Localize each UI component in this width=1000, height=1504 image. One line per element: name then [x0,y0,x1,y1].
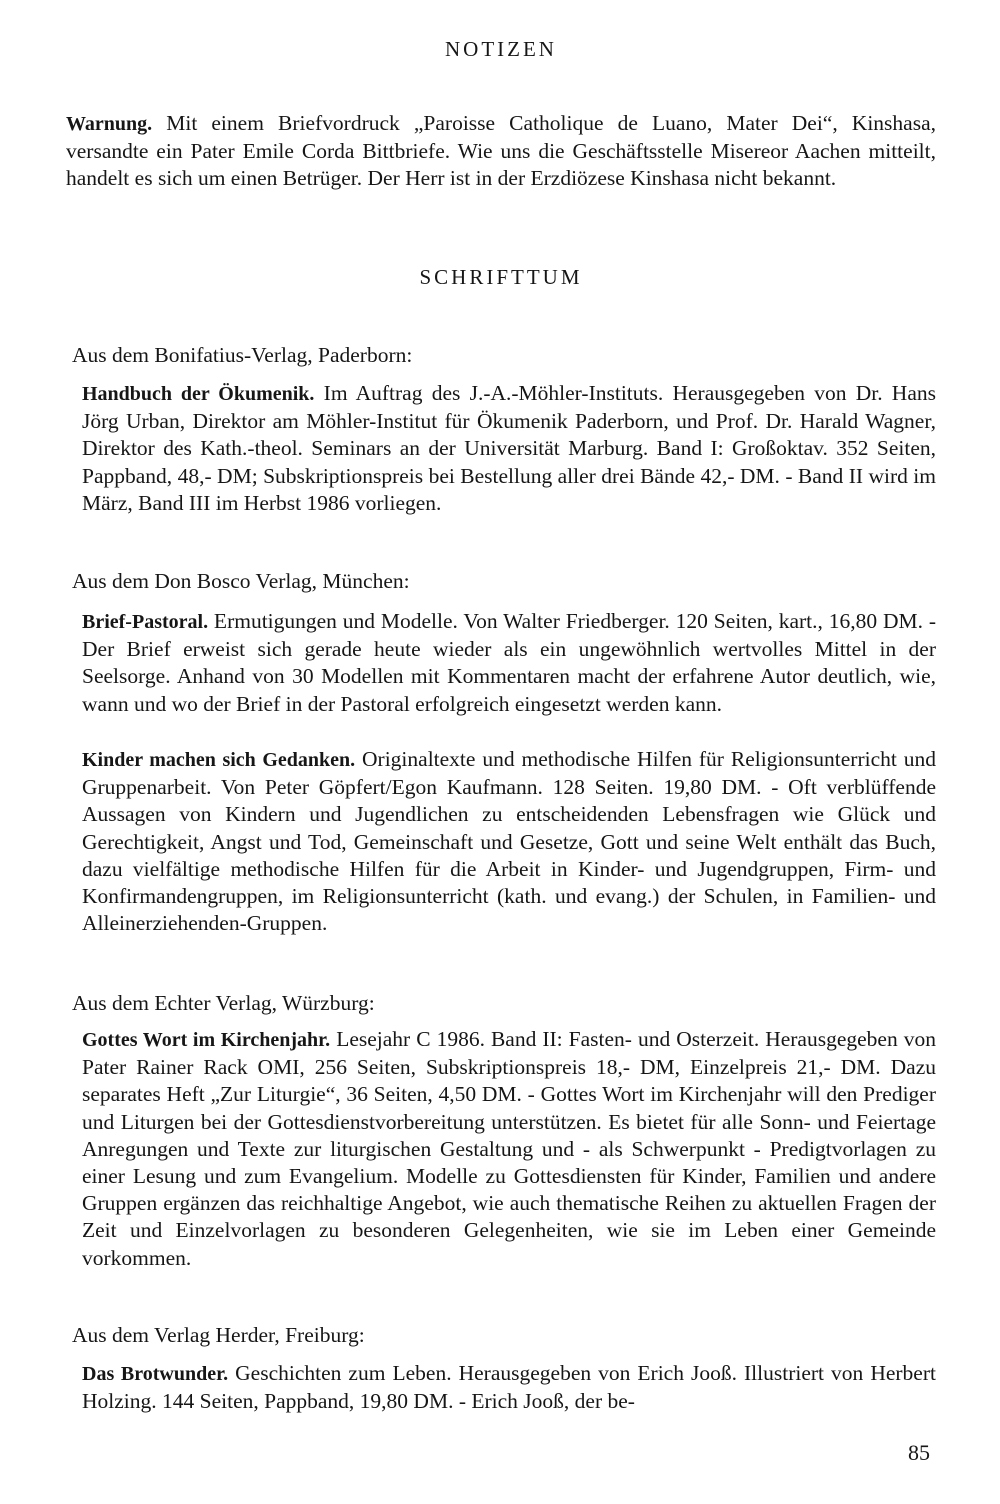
publisher-bonifatius: Aus dem Bonifatius-Verlag, Paderborn: [72,343,413,367]
entry-text: Geschichten zum Leben. Herausgegeben von Erich Jooß. Illustriert von Herbert Holzing. 144 Seiten, Pappband, 19,80 DM. - Erich Jooß, der be- [82,1361,936,1414]
entry-title: Handbuch der Ökumenik. [82,383,315,405]
entry-title: Gottes Wort im Kirchenjahr. [82,1029,331,1051]
book-entry-kinder-machen [82,746,936,937]
page-number: 85 [908,1440,930,1465]
publisher-don-bosco: Aus dem Don Bosco Verlag, München: [72,569,410,593]
entry-title: Brief-Pastoral. [82,611,209,633]
publisher-herder: Aus dem Verlag Herder, Freiburg: [72,1323,365,1347]
entry-title: Warnung. [66,113,153,135]
book-entry-gottes-wort [82,1026,936,1272]
entry-text: Lesejahr C 1986. Band II: Fasten- und Osterzeit. Herausgegeben von Pater Rainer Rack OMI, 256 Seiten, Subskriptionspreis 18,- DM, Einzelpreis 21,- DM. Dazu separates Heft „Zur Liturgie“, 36 Seiten, 4,50 DM. - Gottes Wort im Kirchenjahr will den Prediger und Liturgen bei der Gottesdienstvorbereitung unterstützen. Es bietet für alle Sonn- und Feiertage Anregungen und Texte zur liturgischen Gestaltung und - als Schwerpunkt - Predigtvorlagen zu einer Lesung und zum Evangelium. Modelle zu Gottesdiensten für Kinder, Familien und andere Gruppen ergänzen das reichhaltige Angebot, wie auch thematische Reihen zu aktuellen Fragen der Zeit und Einzelvorlagen zu besonderen Gelegenheiten, wie sie im Leben einer Gemeinde vorkommen. [82,1027,936,1270]
book-entry-brief-pastoral [82,608,936,718]
schrifttum-heading: SCHRIFTTUM [419,265,583,289]
entry-text: Ermutigungen und Modelle. Von Walter Friedberger. 120 Seiten, kart., 16,80 DM. - Der Brief erweist sich gerade heute wieder als ein ungewöhnlich wertvolles Mittel in der Seelsorge. Anhand von 30 Modellen mit Kommentaren macht der erfahrene Autor deutlich, wie, wann und wo der Brief in der Pastoral erfolgreich eingesetzt werden kann. [82,609,936,716]
entry-text: Mit einem Briefvordruck „Paroisse Catholique de Luano, Mater Dei“, Kinshasa, versandte ein Pater Emile Corda Bittbriefe. Wie uns die Geschäftsstelle Misereor Aachen mitteilt, handelt es sich um einen Betrüger. Der Herr ist in der Erzdiözese Kinshasa nicht bekannt. [66,111,936,191]
notice-warnung [66,110,936,193]
book-entry-brotwunder [82,1360,936,1415]
publisher-echter: Aus dem Echter Verlag, Würzburg: [72,991,375,1015]
entry-text: Im Auftrag des J.-A.-Möhler-Instituts. Herausgegeben von Dr. Hans Jörg Urban, Direktor am Möhler-Institut für Ökumenik Paderborn, und Prof. Dr. Harald Wagner, Direktor des Kath.-theol. Seminars an der Universität Marburg. Band I: Großoktav. 352 Seiten, Pappband, 48,- DM; Subskriptionspreis bei Bestellung aller drei Bände 42,- DM. - Band II wird im März, Band III im Herbst 1986 vorliegen. [82,381,936,515]
entry-title: Das Brotwunder. [82,1363,229,1385]
entry-title: Kinder machen sich Gedanken. [82,749,356,771]
notizen-heading: NOTIZEN [445,37,557,61]
book-entry-handbuch [82,380,936,517]
entry-text: Originaltexte und methodische Hilfen für Religionsunterricht und Gruppenarbeit. Von Peter Göpfert/Egon Kaufmann. 128 Seiten. 19,80 DM. - Oft verblüffende Aussagen von Kindern und Jugendlichen zu entscheidenden Lebensfragen wie Glück und Gerechtigkeit, Angst und Tod, Gemeinschaft und Gesetze, Gott und seine Welt enthält das Buch, dazu vielfältige methodische Hilfen für die Arbeit in Kinder- und Jugendgruppen, Firm- und Konfirmandengruppen, im Religionsunterricht (kath. und evang.) der Schulen, in Familien- und Alleinerziehenden-Gruppen. [82,747,936,936]
